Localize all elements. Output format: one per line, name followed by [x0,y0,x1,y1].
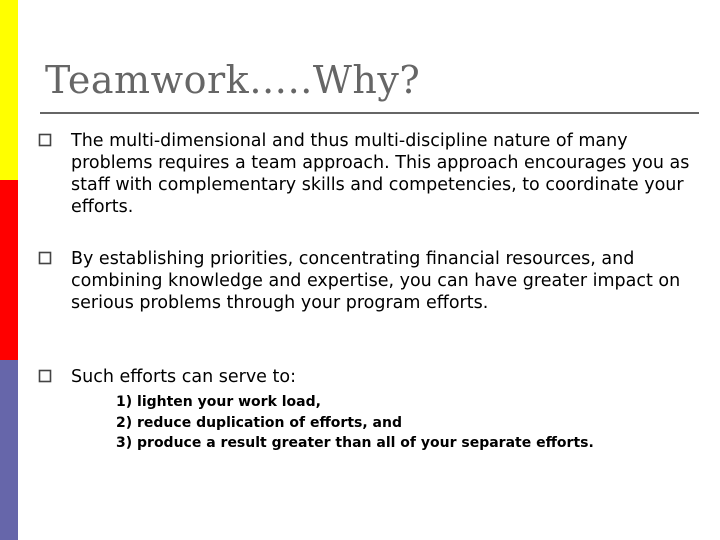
hollow-square-icon [38,251,56,269]
accent-bar-red [0,180,18,360]
accent-bar-purple [0,360,18,540]
hollow-square-icon [38,133,56,151]
sub-item-list [116,392,594,454]
bullet-text-1: The multi-dimensional and thus multi-discipline nature of many problems requires a team approach. This approach encourages you as staff with complementary skills and competencies, to coordinate your efforts. [71,131,690,217]
hollow-square-icon [38,369,56,387]
sub-item: 3) produce a result greater than all of your separate efforts. [116,435,594,451]
bullet-text-2: By establishing priorities, concentrating financial resources, and combining knowledge and expertise, you can have greater impact on serious problems through your program efforts. [71,249,681,313]
accent-bar-yellow [0,0,18,180]
sub-item: 1) lighten your work load, [116,394,321,410]
bullet-text-3: Such efforts can serve to: [71,367,296,387]
sub-item: 2) reduce duplication of efforts, and [116,414,402,431]
title-divider [40,112,699,114]
slide-title: Teamwork…..Why? [45,58,421,102]
